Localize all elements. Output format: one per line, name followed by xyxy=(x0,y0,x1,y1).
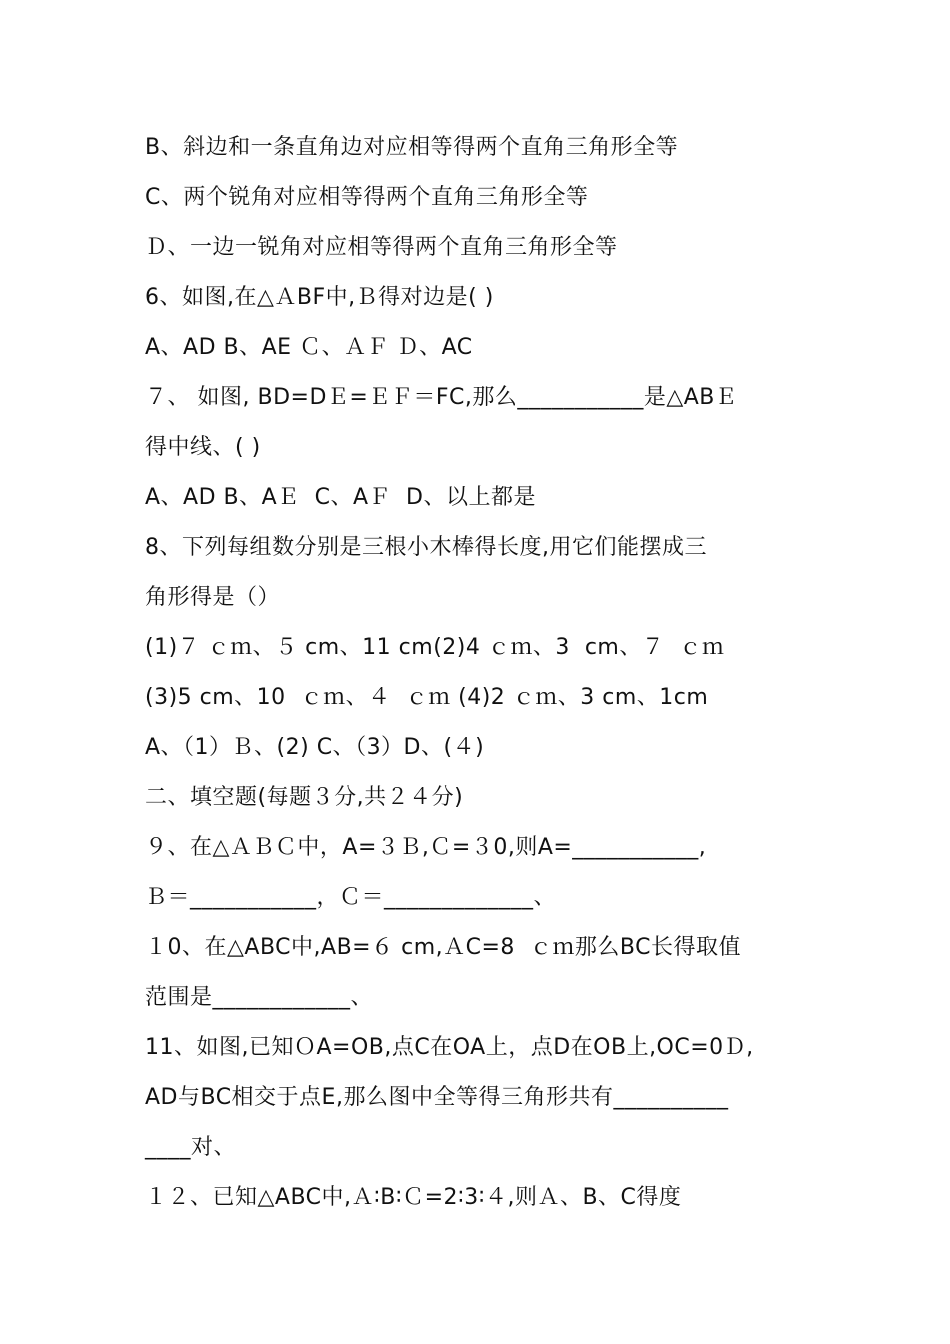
section-heading-fill-in: 二、填空题(每题３分,共２４分) xyxy=(145,785,464,810)
question-8-continued: 角形得是（） xyxy=(145,585,281,610)
question-12: １２、已知△ABC中,Ａ∶B∶Ｃ=2∶3∶４,则Ａ、B、C得度 xyxy=(145,1185,682,1210)
question-11: 11、如图,已知ＯA=OB,点C在OA上，点D在OB上,OC=0Ｄ, xyxy=(145,1035,754,1060)
question-7-options: A、AD B、AＥ C、AＦ D、以上都是 xyxy=(145,485,537,510)
option-b-hypotenuse-leg: B、斜边和一条直角边对应相等得两个直角三角形全等 xyxy=(145,135,679,160)
question-9: ９、在△ＡＢＣ中，A=３Ｂ,Ｃ=３0,则A=___________, xyxy=(145,835,707,860)
question-6-options: A、AD B、AE Ｃ、ＡＦ Ｄ、AC xyxy=(145,335,473,360)
question-8-options: A、（1）Ｂ、(2) C、（3）D、(４) xyxy=(145,735,485,760)
option-c-two-acute-angles: C、两个锐角对应相等得两个直角三角形全等 xyxy=(145,185,589,210)
question-8: 8、下列每组数分别是三根小木棒得长度,用它们能摆成三 xyxy=(145,535,707,560)
question-8-groups-3-4: (3)5 cm、10 ｃｍ、４ ｃｍ (4)2 ｃｍ、3 cm、1cm xyxy=(145,685,709,710)
question-7: ７、 如图, BD=DＥ=ＥＦ＝FC,那么___________是△ABＥ xyxy=(145,385,738,410)
question-7-continued: 得中线、( ) xyxy=(145,435,261,460)
question-8-groups-1-2: (1)７ ｃｍ、５ cm、11 cm(2)4 ｃｍ、3 cm、７ ｃｍ xyxy=(145,635,725,660)
question-10: １0、在△ABC中,AB=６ cm,ＡC=8 ｃｍ那么BC长得取值 xyxy=(145,935,741,960)
option-d-side-acute-angle: Ｄ、一边一锐角对应相等得两个直角三角形全等 xyxy=(145,235,618,260)
question-11-end: ____对、 xyxy=(145,1135,237,1160)
question-10-continued: 范围是____________、 xyxy=(145,985,374,1010)
question-6: 6、如图,在△ＡBF中,Ｂ得对边是( ) xyxy=(145,285,494,310)
question-11-continued: AD与BC相交于点E,那么图中全等得三角形共有__________ xyxy=(145,1085,729,1110)
question-9-continued: Ｂ＝___________，Ｃ＝_____________、 xyxy=(145,885,557,910)
